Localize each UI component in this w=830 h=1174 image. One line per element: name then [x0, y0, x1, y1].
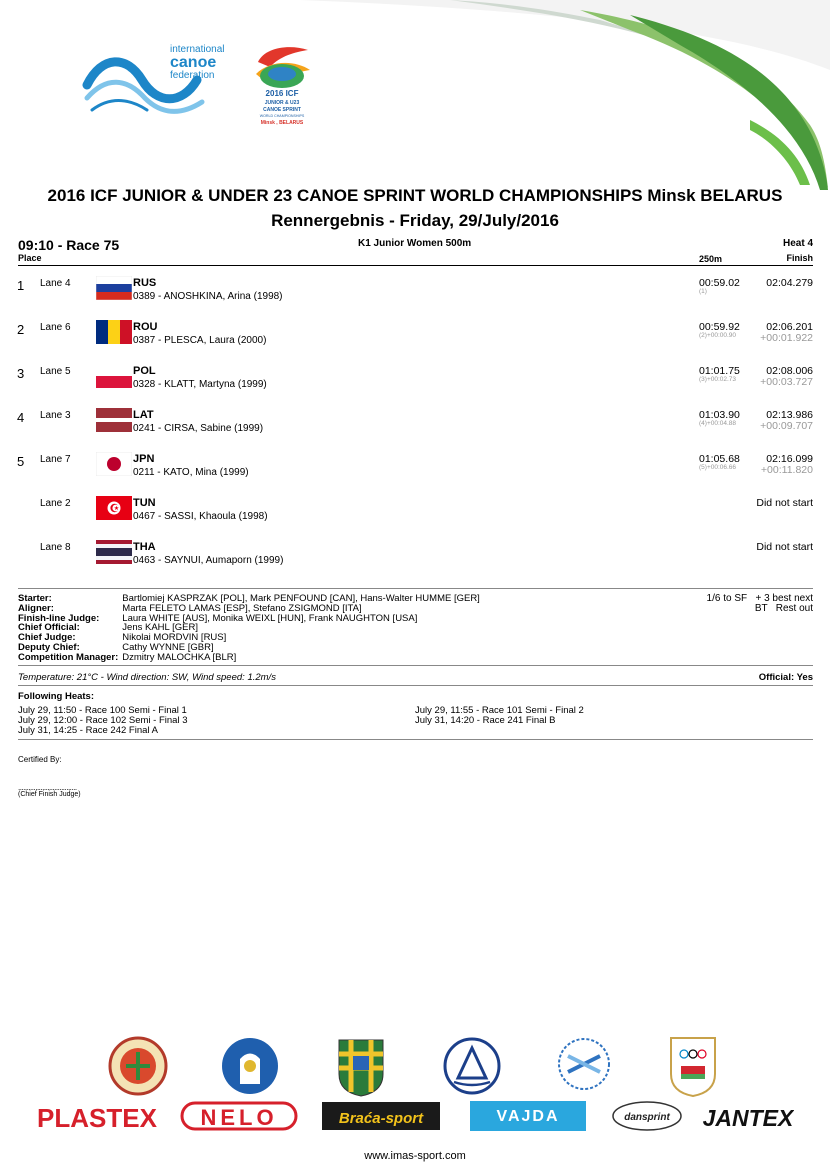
official-names: Bartlomiej KASPRZAK [POL], Mark PENFOUND [CAN], Hans-Walter HUMME [GER] — [122, 593, 480, 604]
qualification-line: 1/6 to SF + 3 best next — [706, 593, 813, 604]
place-number: 4 — [17, 410, 25, 425]
split-rank: (4)+00:04.88 — [699, 420, 737, 427]
official-role: Aligner: — [18, 602, 54, 614]
finish-gap: +00:03.727 — [760, 376, 813, 388]
following-heat-item: July 29, 12:00 - Race 102 Semi - Final 3 — [18, 715, 188, 726]
country-code: ROU — [133, 321, 158, 333]
result-row — [0, 452, 830, 496]
finish-time: 02:06.201 — [766, 321, 813, 333]
athlete-name: 0463 - SAYNUI, Aumaporn (1999) — [133, 555, 284, 566]
romania-flag-icon — [96, 320, 132, 344]
following-heat-item: July 29, 11:55 - Race 101 Semi - Final 2 — [415, 705, 584, 716]
finish-time: 02:04.279 — [766, 277, 813, 289]
column-header-finish: Finish — [786, 253, 813, 263]
finish-time: 02:13.986 — [766, 409, 813, 421]
official-names: Cathy WYNNE [GBR] — [122, 641, 214, 653]
results-divider — [18, 588, 813, 589]
athlete-name: 0387 - PLESCA, Laura (2000) — [133, 335, 267, 346]
split-rank: (2)+00:00.90 — [699, 332, 737, 339]
split-time: 01:01.75 — [699, 365, 740, 377]
svg-text:WORLD CHAMPIONSHIPS: WORLD CHAMPIONSHIPS — [259, 114, 305, 118]
coat-of-arms-icon — [108, 1034, 168, 1098]
minsk-emblem-icon — [220, 1034, 280, 1098]
place-number: 3 — [17, 366, 25, 381]
athlete-name: 0211 - KATO, Mina (1999) — [133, 467, 249, 478]
svg-text:canoe: canoe — [170, 54, 217, 71]
following-heat-item: July 31, 14:25 - Race 242 Final A — [18, 725, 158, 736]
thailand-flag-icon — [96, 540, 132, 564]
conditions-divider — [18, 685, 813, 686]
qualification-line: BT Rest out — [754, 603, 813, 614]
official-row — [18, 623, 480, 633]
svg-text:NELO: NELO — [200, 1105, 278, 1130]
athlete-name: 0389 - ANOSHKINA, Arina (1998) — [133, 291, 283, 302]
official-names: Nikolai MORDVIN [RUS] — [122, 632, 227, 644]
official-row — [18, 653, 480, 663]
svg-text:Braća-sport: Braća-sport — [338, 1110, 424, 1127]
heat-label: Heat 4 — [782, 238, 813, 249]
lane-label: Lane 3 — [40, 410, 71, 421]
official-role: Deputy Chief: — [18, 641, 80, 653]
official-row — [18, 633, 480, 643]
weather-conditions: Temperature: 21°C - Wind direction: SW, Wind speed: 1.2m/s — [18, 672, 276, 683]
japan-flag-icon — [96, 452, 132, 476]
place-number: 2 — [17, 322, 25, 337]
place-number: 1 — [17, 278, 25, 293]
athlete-name: 0241 - CIRSA, Sabine (1999) — [133, 423, 264, 434]
svg-text:federation: federation — [170, 70, 215, 81]
result-row — [0, 408, 830, 452]
race-time: 09:10 - Race 75 — [18, 237, 120, 253]
official-names: Laura WHITE [AUS], Monika WEIXL [HUN], Frank NAUGHTON [USA] — [122, 612, 418, 624]
event-name: K1 Junior Women 500m — [358, 238, 472, 249]
russia-flag-icon — [96, 276, 132, 300]
finish-time: Did not start — [756, 541, 813, 553]
icf-logo — [82, 40, 242, 130]
championship-logo — [250, 42, 315, 130]
split-time: 01:03.90 — [699, 409, 740, 421]
official-names: Jens KAHL [GER] — [122, 622, 198, 634]
rowing-emblem-icon — [554, 1034, 614, 1098]
following-heats-title: Following Heats: — [18, 691, 94, 702]
finish-time: 02:16.099 — [766, 453, 813, 465]
header-divider — [18, 265, 813, 266]
place-number: 5 — [17, 454, 25, 469]
athlete-name: 0328 - KLATT, Martyna (1999) — [133, 379, 267, 390]
signature-line: .................................. — [18, 783, 77, 792]
regional-emblem-icon — [331, 1034, 391, 1098]
document-title: 2016 ICF JUNIOR & UNDER 23 CANOE SPRINT WORLD CHAMPIONSHIPS Minsk BELARUS — [47, 186, 783, 205]
split-rank: (3)+00:02.73 — [699, 376, 737, 383]
result-row — [0, 540, 830, 584]
official-role: Chief Official: — [18, 622, 80, 634]
qualification-rules — [707, 594, 813, 614]
country-code: TUN — [133, 497, 156, 509]
finish-gap: +00:11.820 — [760, 464, 813, 476]
lane-label: Lane 7 — [40, 454, 71, 465]
result-row — [0, 276, 830, 320]
result-row — [0, 496, 830, 540]
column-header-split: 250m — [699, 254, 723, 264]
official-names: Marta FELETO LAMAS [ESP], Stefano ZSIGMOND [ITA] — [122, 602, 362, 614]
official-row — [18, 614, 480, 624]
braca-sport-logo — [322, 1100, 440, 1132]
latvia-flag-icon — [96, 408, 132, 432]
official-status: Official: Yes — [758, 672, 813, 683]
country-code: JPN — [133, 453, 155, 465]
svg-text:JANTEX: JANTEX — [702, 1105, 794, 1131]
split-time: 00:59.02 — [699, 277, 740, 289]
svg-text:VAJDA: VAJDA — [496, 1108, 560, 1125]
result-row — [0, 364, 830, 408]
following-heat-item: July 29, 11:50 - Race 100 Semi - Final 1 — [18, 705, 187, 716]
column-header-place: Place — [18, 253, 42, 263]
split-time: 00:59.92 — [699, 321, 740, 333]
nelo-logo — [180, 1100, 298, 1132]
svg-text:international: international — [170, 44, 225, 55]
official-role: Finish-line Judge: — [18, 612, 100, 624]
svg-text:CANOE SPRINT: CANOE SPRINT — [263, 107, 301, 113]
svg-text:PLASTEX: PLASTEX — [37, 1103, 157, 1132]
following-heat-item: July 31, 14:20 - Race 241 Final B — [415, 715, 556, 726]
following-heats-column-1 — [18, 706, 188, 736]
finish-gap: +00:09.707 — [760, 420, 813, 432]
svg-text:JUNIOR & U23: JUNIOR & U23 — [264, 100, 300, 106]
finish-gap: +00:01.922 — [760, 332, 813, 344]
vajda-logo — [470, 1100, 586, 1132]
lane-label: Lane 8 — [40, 542, 71, 553]
lane-label: Lane 6 — [40, 322, 71, 333]
official-role: Starter: — [18, 593, 52, 604]
svg-text:Minsk , BELARUS: Minsk , BELARUS — [260, 120, 304, 126]
athlete-name: 0467 - SASSI, Khaoula (1998) — [133, 511, 268, 522]
official-role: Competition Manager: — [18, 651, 119, 663]
document-subtitle: Rennergebnis - Friday, 29/July/2016 — [271, 211, 559, 230]
svg-text:2016 ICF: 2016 ICF — [265, 89, 299, 98]
finish-time: Did not start — [756, 497, 813, 509]
official-role: Chief Judge: — [18, 632, 76, 644]
canoe-federation-emblem-icon — [442, 1034, 502, 1098]
tunisia-flag-icon — [96, 496, 132, 520]
plastex-logo — [36, 1100, 158, 1132]
country-code: RUS — [133, 277, 157, 289]
header-swoosh-graphic — [300, 0, 830, 190]
lane-label: Lane 4 — [40, 278, 71, 289]
jantex-logo — [702, 1100, 794, 1132]
following-divider — [18, 739, 813, 740]
lane-label: Lane 5 — [40, 366, 71, 377]
dansprint-logo — [612, 1100, 682, 1132]
footer-url: www.imas-sport.com — [364, 1150, 466, 1162]
following-heats-column-2 — [415, 706, 584, 726]
split-time: 01:05.68 — [699, 453, 740, 465]
country-code: LAT — [133, 409, 154, 421]
olympic-committee-emblem-icon — [663, 1034, 723, 1098]
officials-divider — [18, 665, 813, 666]
signer-title: (Chief Finish Judge) — [18, 791, 81, 798]
split-rank: (5)+00:06.66 — [699, 464, 737, 471]
certified-by-label: Certified By: — [18, 755, 62, 764]
svg-text:dansprint: dansprint — [624, 1112, 670, 1123]
result-row — [0, 320, 830, 364]
country-code: THA — [133, 541, 156, 553]
lane-label: Lane 2 — [40, 498, 71, 509]
finish-time: 02:08.006 — [766, 365, 813, 377]
country-code: POL — [133, 365, 156, 377]
split-rank: (1) — [699, 288, 707, 295]
official-names: Dzmitry MALOCHKA [BLR] — [122, 651, 237, 663]
poland-flag-icon — [96, 364, 132, 388]
officials-table — [18, 594, 480, 663]
